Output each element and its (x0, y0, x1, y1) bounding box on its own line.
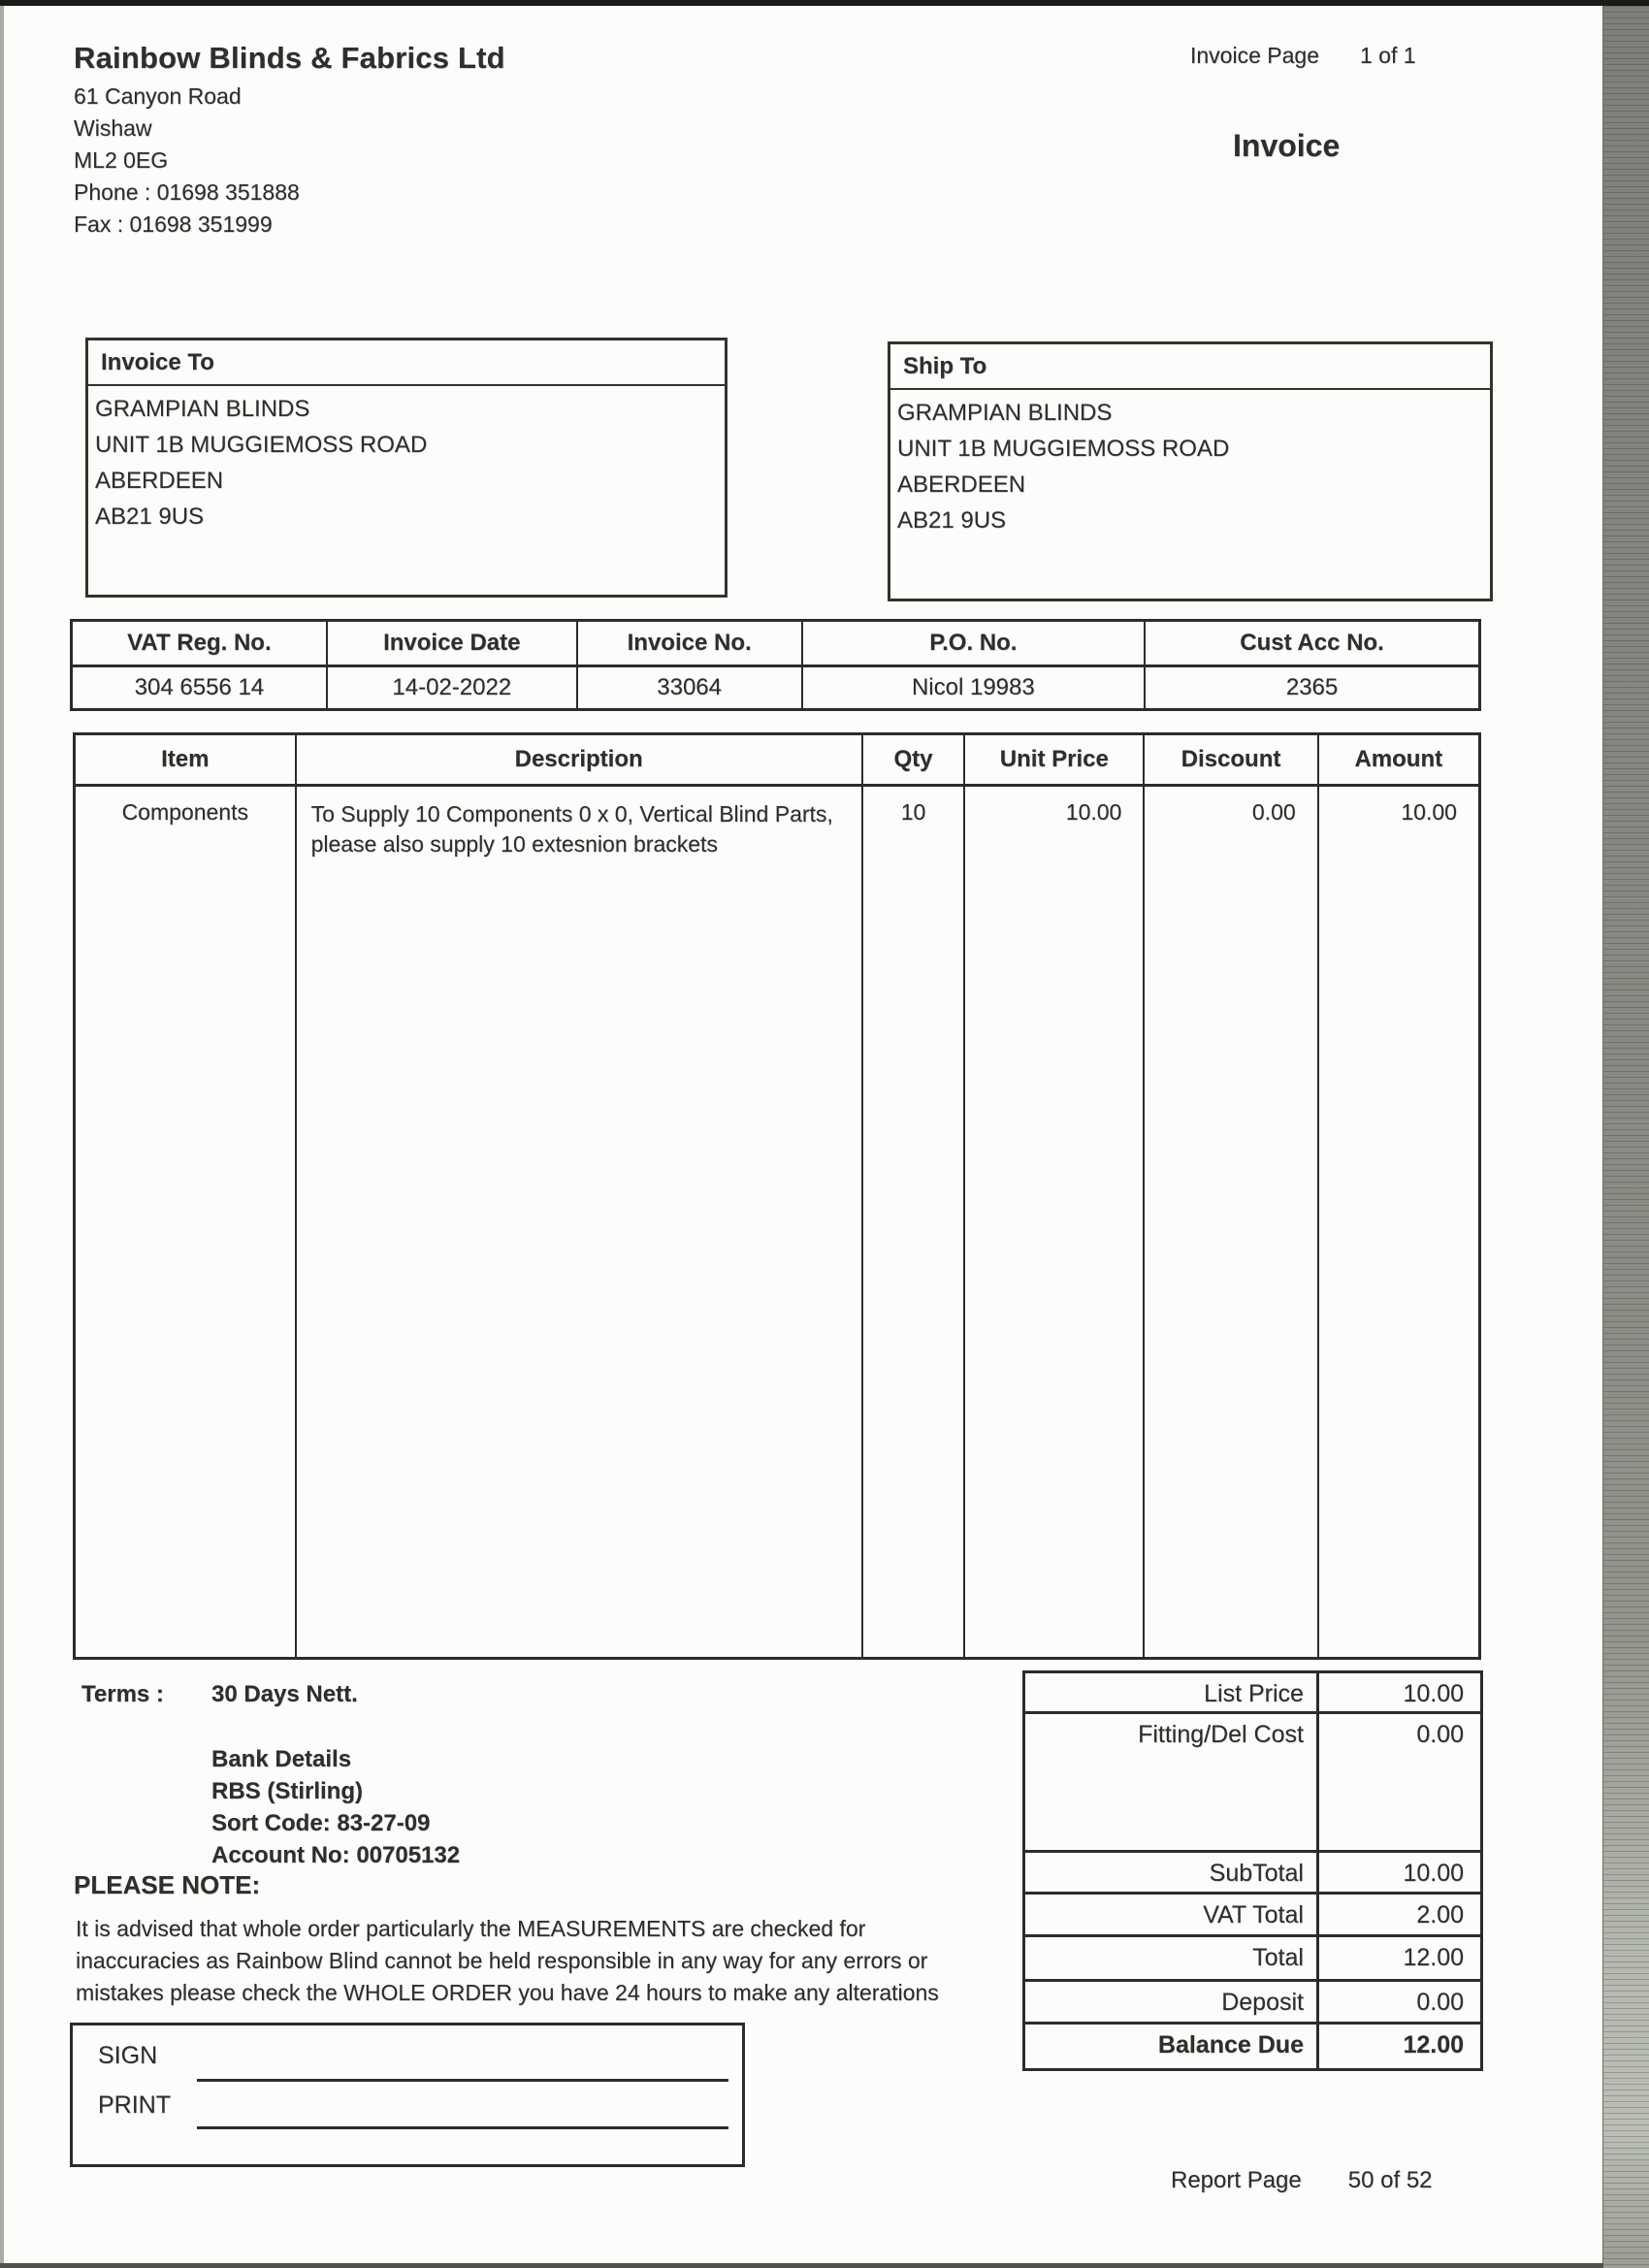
invoice-meta-header-row (73, 622, 1478, 664)
meta-value-invoice-date: 14-02-2022 (326, 667, 576, 708)
company-address-line: 61 Canyon Road (74, 83, 242, 109)
total-row-balance-due (1022, 2022, 1483, 2071)
invoice-to-line: UNIT 1B MUGGIEMOSS ROAD (95, 432, 428, 458)
invoice-to-line: GRAMPIAN BLINDS (95, 396, 310, 422)
total-row-subtotal (1022, 1850, 1483, 1895)
invoice-meta-value-row (73, 664, 1478, 708)
ship-to-address (890, 390, 1490, 538)
items-header-item: Item (161, 746, 210, 772)
total-label: SubTotal (1025, 1853, 1319, 1892)
please-note-heading: PLEASE NOTE: (74, 1870, 261, 1899)
company-name: Rainbow Blinds & Fabrics Ltd (74, 41, 505, 75)
item-discount-cell: 0.00 (1143, 787, 1316, 1657)
ship-to-heading: Ship To (890, 344, 1490, 390)
signature-box (70, 2023, 745, 2167)
meta-header-po-no: P.O. No. (801, 622, 1145, 664)
scan-edge-top (0, 0, 1649, 6)
report-page-ref (1171, 2167, 1433, 2194)
total-label: VAT Total (1025, 1895, 1319, 1934)
total-row-fitting-del-cost (1022, 1711, 1483, 1853)
ship-to-line: UNIT 1B MUGGIEMOSS ROAD (897, 436, 1230, 462)
terms-label: Terms : (81, 1681, 164, 1707)
line-items-header-row (76, 735, 1478, 787)
scan-edge-bottom (0, 2263, 1603, 2268)
bank-details-heading: Bank Details (211, 1746, 352, 1772)
totals-box (1022, 1670, 1483, 2071)
document-title: Invoice (1233, 128, 1341, 163)
total-value: 2.00 (1416, 1901, 1464, 1928)
total-value: 10.00 (1403, 1860, 1464, 1887)
item-amount-cell: 10.00 (1317, 787, 1478, 1657)
total-value: 12.00 (1403, 2031, 1464, 2058)
terms-row (81, 1681, 358, 1708)
items-header-discount: Discount (1143, 735, 1316, 784)
total-label: List Price (1025, 1673, 1319, 1711)
total-value: 0.00 (1416, 1989, 1464, 2016)
sign-label: SIGN (98, 2042, 158, 2069)
meta-value-cust-acc: 2365 (1144, 667, 1478, 708)
company-phone: Phone : 01698 351888 (74, 179, 300, 205)
bank-sort-code: Sort Code: 83-27-09 (211, 1810, 431, 1836)
invoice-to-line: AB21 9US (95, 503, 205, 530)
invoice-to-address (88, 386, 725, 535)
total-label: Balance Due (1025, 2025, 1319, 2068)
total-value: 0.00 (1416, 1721, 1464, 1748)
item-description-cell: To Supply 10 Components 0 x 0, Vertical Blind Parts, please also supply 10 extesnion brackets (295, 787, 861, 1657)
invoice-to-heading: Invoice To (88, 340, 725, 386)
total-row-list-price (1022, 1670, 1483, 1714)
meta-value-vat-reg: 304 6556 14 (134, 674, 265, 700)
ship-to-line: AB21 9US (897, 507, 1007, 534)
terms-value: 30 Days Nett. (211, 1681, 358, 1707)
invoice-meta-table (70, 619, 1481, 711)
invoice-to-box (85, 338, 728, 598)
scan-edge-left (0, 6, 4, 2268)
report-page-label: Report Page (1171, 2167, 1302, 2193)
bank-details-block (211, 1743, 460, 1871)
please-note-text: It is advised that whole order particularly the MEASUREMENTS are checked for inaccuracies as Rainbow Blind cannot be held responsible in any way for any errors or mistakes please check the WHOLE ORDER you have 24 hours to make any alterations (76, 1916, 939, 2005)
company-address-line: Wishaw (74, 115, 152, 141)
company-block (74, 41, 505, 236)
items-header-qty: Qty (861, 735, 964, 784)
ship-to-box (888, 341, 1493, 601)
total-label: Deposit (1025, 1982, 1319, 2022)
invoice-page-label: Invoice Page (1190, 43, 1319, 68)
total-value: 12.00 (1403, 1944, 1464, 1971)
total-value: 10.00 (1403, 1680, 1464, 1707)
invoice-page-ref (1190, 43, 1416, 69)
total-row-total (1022, 1934, 1483, 1982)
items-header-amount: Amount (1317, 735, 1478, 784)
meta-header-cust-acc: Cust Acc No. (1144, 622, 1478, 664)
sign-line (197, 2079, 728, 2082)
ship-to-line: GRAMPIAN BLINDS (897, 400, 1113, 426)
item-name-cell: Components (121, 799, 248, 825)
line-items-table (73, 732, 1481, 1660)
bank-account-no: Account No: 00705132 (211, 1842, 461, 1868)
total-label: Fitting/Del Cost (1025, 1714, 1319, 1850)
company-fax: Fax : 01698 351999 (74, 211, 273, 237)
invoice-to-line: ABERDEEN (95, 468, 224, 494)
items-header-description: Description (295, 735, 861, 784)
ship-to-line: ABERDEEN (897, 471, 1026, 498)
scan-edge-right (1602, 6, 1649, 2268)
total-label: Total (1025, 1937, 1319, 1979)
items-header-unit-price: Unit Price (963, 735, 1143, 784)
table-row (76, 787, 1478, 1657)
meta-header-vat-reg: VAT Reg. No. (127, 630, 272, 656)
total-row-deposit (1022, 1979, 1483, 2025)
company-address-line: ML2 0EG (74, 147, 169, 173)
report-page-value: 50 of 52 (1347, 2167, 1433, 2193)
item-unit-price-cell: 10.00 (963, 787, 1143, 1657)
item-qty-cell: 10 (861, 787, 964, 1657)
print-label: PRINT (98, 2091, 171, 2119)
meta-header-invoice-no: Invoice No. (576, 622, 801, 664)
print-line (197, 2126, 728, 2129)
meta-value-po-no: Nicol 19983 (801, 667, 1145, 708)
invoice-page-value: 1 of 1 (1359, 43, 1416, 68)
bank-name: RBS (Stirling) (211, 1778, 363, 1804)
meta-value-invoice-no: 33064 (576, 667, 801, 708)
meta-header-invoice-date: Invoice Date (326, 622, 576, 664)
total-row-vat-total (1022, 1892, 1483, 1937)
